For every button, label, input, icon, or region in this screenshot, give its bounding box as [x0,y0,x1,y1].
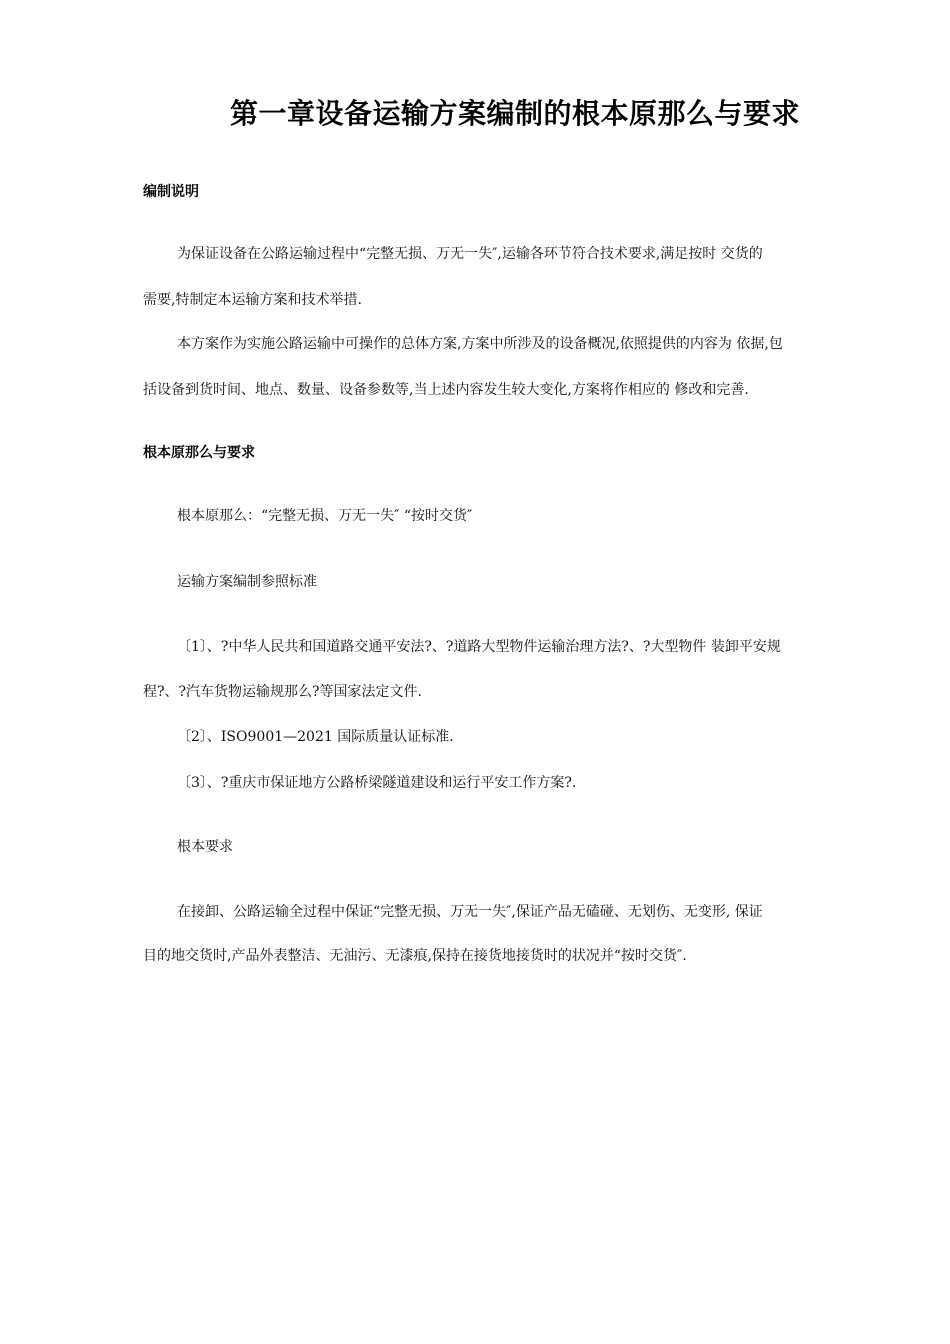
paragraph-line: 需要,特制定本运输方案和技术举措. [143,292,362,308]
principle-line: 根本原那么：“完整无损、万无一失″ “按时交货″ [177,508,473,524]
standards-item-line: 〔2〕、ISO9001—2021 国际质量认证标准. [177,729,454,745]
standards-item-line: 〔3〕、?重庆市保证地方公路桥梁隧道建设和运行平安工作方案?. [177,775,577,791]
paragraph-line: 本方案作为实施公路运输中可操作的总体方案,方案中所涉及的设备概况,依照提供的内容为 依据,包 [177,336,783,352]
standards-heading: 运输方案编制参照标准 [177,574,317,590]
standards-item-line: 〔1〕、?中华人民共和国道路交通平安法?、?道路大型物件运输治理方法?、?大型物件 装卸平安规 [177,639,781,655]
standards-item-line: 程?、?汽车货物运输规那么?等国家法定文件. [143,684,422,700]
paragraph-line: 括设备到货时间、地点、数量、设备参数等,当上述内容发生较大变化,方案将作相应的 修改和完善. [143,382,749,398]
paragraph-line: 为保证设备在公路运输过程中“完整无损、万无一失″,运输各环节符合技术要求,满足按时 交货的 [177,246,763,262]
section-heading-compilation-notes: 编制说明 [143,184,199,200]
section-heading-principles: 根本原那么与要求 [143,445,255,461]
paragraph-line: 在接卸、公路运输全过程中保证“完整无损、万无一失″,保证产品无磕碰、无划伤、无变形, 保证 [177,904,763,920]
paragraph-line: 目的地交货时,产品外表整洁、无油污、无漆痕,保持在接货地接货时的状况并“按时交货″. [143,948,687,964]
document-title: 第一章设备运输方案编制的根本原那么与要求 [229,97,800,130]
requirements-heading: 根本要求 [177,839,233,855]
